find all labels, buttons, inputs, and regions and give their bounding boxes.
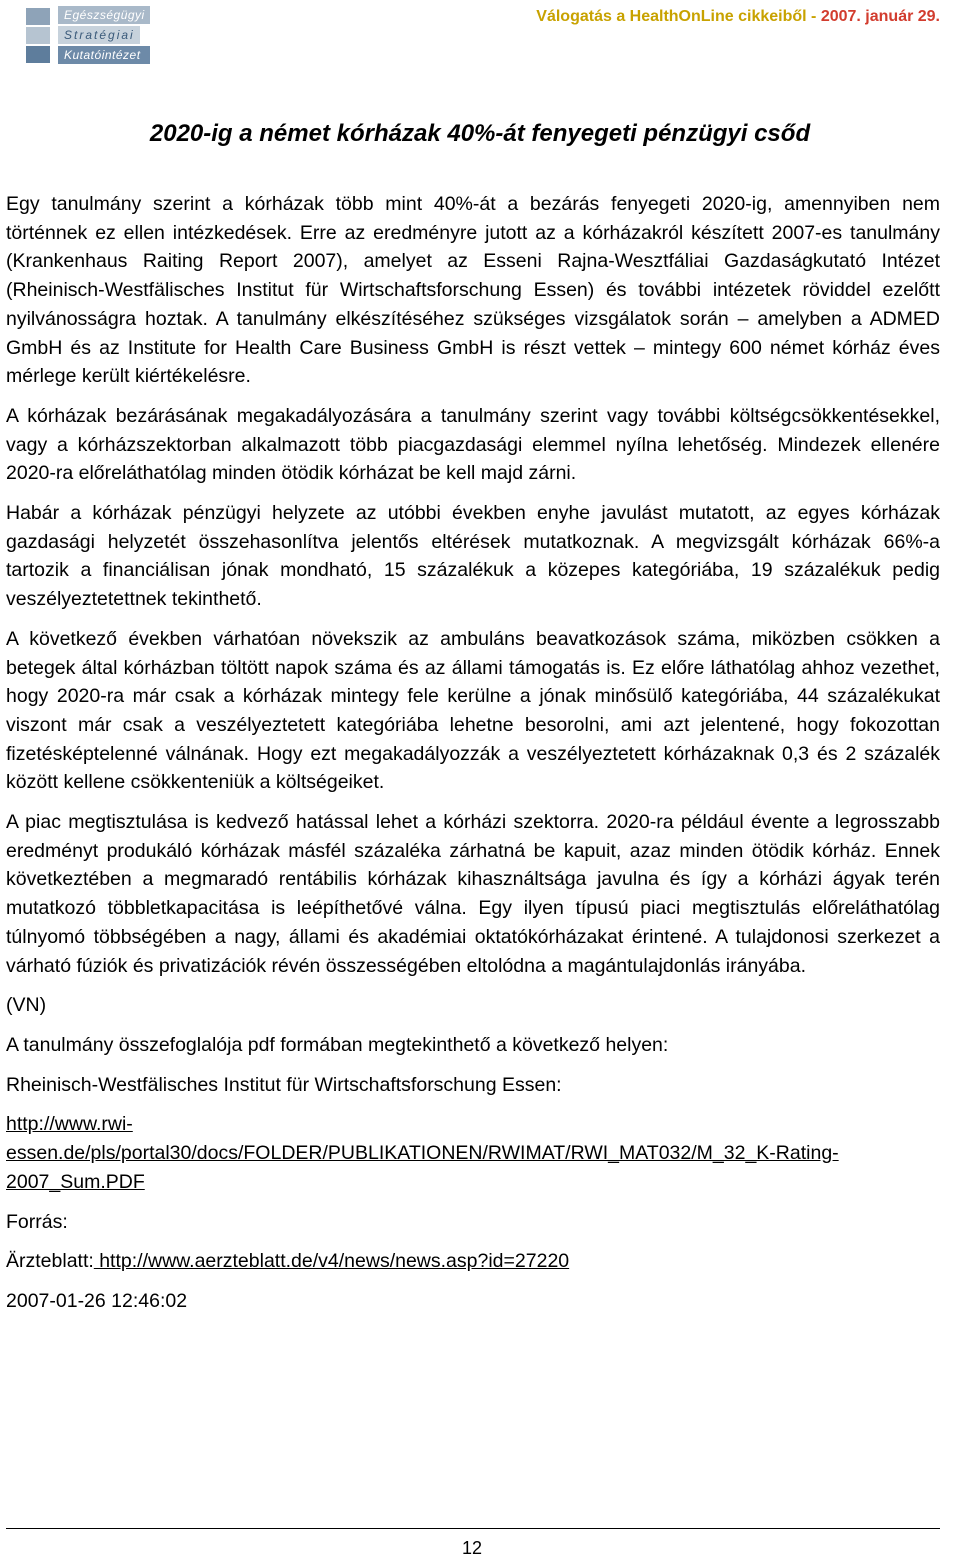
- logo-line-2: Stratégiai: [58, 26, 140, 44]
- pdf-link-part-2[interactable]: essen.de/pls/portal30/docs/FOLDER/PUBLIKATIONEN/RWIMAT/RWI_MAT032/M_32_K-Rating-: [6, 1142, 839, 1165]
- source-name: Ärzteblatt:: [6, 1250, 94, 1273]
- pdf-link-block: [6, 1110, 940, 1196]
- page-number: 12: [461, 1538, 483, 1558]
- paragraph-3: Habár a kórházak pénzügyi helyzete az utóbbi években enyhe javulást mutatott, az egyes kórházak gazdasági helyzetét összehasonlítva jelentős eltérések mutatkoznak. A megvizsgált kórházak 66%-a tartozik a financiálisan jónak mondható, 15 százalékuk a közepes kategóriába, 19 százalékuk pedig veszélyeztetettnek tekinthető.: [6, 502, 940, 611]
- source-link[interactable]: http://www.aerzteblatt.de/v4/news/news.asp?id=27220: [93, 1250, 570, 1273]
- timestamp: 2007-01-26 12:46:02: [6, 1289, 188, 1312]
- article-title: 2020-ig a német kórházak 40%-át fenyegeti pénzügyi csőd: [149, 120, 811, 147]
- header-title: [536, 8, 940, 26]
- pdf-link-part-3[interactable]: 2007_Sum.PDF: [6, 1170, 145, 1193]
- page-header: [0, 0, 960, 70]
- institute-logo: [24, 6, 174, 66]
- paragraph-5: A piac megtisztulása is kedvező hatással lehet a kórházi szektorra. 2020-ra például évente a legrosszabb eredményt produkáló kórházak másfél százaléka zárhatná be kapuit, azaz minden ötödik kórház. Ennek következtében a megmaradó rentábilis kórházak kihasználtsága javulna és így a kórházi ágyak terén mutatkozó többletkapacitása is leépíthetővé válna. Egy ilyen típusú piaci megtisztulás előreláthatólag túlnyomó többségében a nagy, állami és akadémiai oktatókórházakat érintené. A tulajdonosi szerkezet a várható fúziók és privatizációk révén összességében eltolódna a magántulajdonlás irányába.: [6, 811, 940, 977]
- source-label: Forrás:: [6, 1210, 68, 1233]
- pdf-note: A tanulmány összefoglalója pdf formában megtekinthető a következő helyen:: [6, 1033, 669, 1056]
- header-date: 2007. január 29.: [820, 8, 940, 25]
- logo-line-1: Egészségügyi: [58, 6, 150, 24]
- logo-mark-icon: [24, 6, 52, 66]
- pdf-link-part-1[interactable]: http://www.rwi-: [6, 1113, 133, 1136]
- paragraph-4: A következő években várhatóan növekszik az ambuláns beavatkozások száma, miközben csökken a betegek által kórházban töltött napok száma és az állami támogatás is. Ez előre láthatólag ahhoz vezethet, hogy 2020-ra már csak a kórházak mintegy fele kerülne a jónak minősülő kategóriába, 44 százalékukat viszont már csak a veszélyeztetett kategóriába lehetne besorolni, ami azt jelentené, hogy fokozottan fizetésképtelenné válnának. Hogy ezt megakadályozzák a veszélyeztetett kórházaknak 0,3 és 2 százalék között kellene csökkenteniük a költségeiket.: [6, 627, 940, 794]
- paragraph-2: A kórházak bezárásának megakadályozására a tanulmány szerint vagy további költségcsökkentésekkel, vagy a kórházszektorban alkalmazott több piacgazdasági elemmel nyílna lehetőség. Mindezek ellenére 2020-ra előreláthatólag minden ötödik kórházat be kell majd zárni.: [6, 404, 940, 485]
- logo-line-3: Kutatóintézet: [58, 46, 150, 64]
- article-body: [6, 190, 940, 1327]
- header-title-text: Válogatás a HealthOnLine cikkeiből -: [536, 8, 817, 25]
- author-initials: (VN): [6, 994, 47, 1017]
- institute-name: Rheinisch-Westfälisches Institut für Wirtschaftsforschung Essen:: [6, 1073, 562, 1096]
- paragraph-1: Egy tanulmány szerint a kórházak több mint 40%-át a bezárás fenyegeti 2020-ig, amennyiben nem történnek ez ellen intézkedések. Erre az eredményre jutott az a kórházakról készített 2007-es tanulmány (Krankenhaus Raiting Report 2007), amelyet az Esseni Rajna-Wesztfáliai Gazdaságkutató Intézet (Rheinisch-Westfälisches Institut für Wirtschaftsforschung Essen) és további intézetek röviddel ezelőtt nyilvánosságra hoztak. A tanulmány elkészítéséhez szükséges vizsgálatok során – amelyben a ADMED GmbH és az Institute for Health Care Business GmbH is részt vettek – mintegy 600 német kórház éves mérlege került kiértékelésre.: [6, 193, 940, 388]
- footer-divider: [6, 1528, 940, 1529]
- source-line: [6, 1247, 940, 1276]
